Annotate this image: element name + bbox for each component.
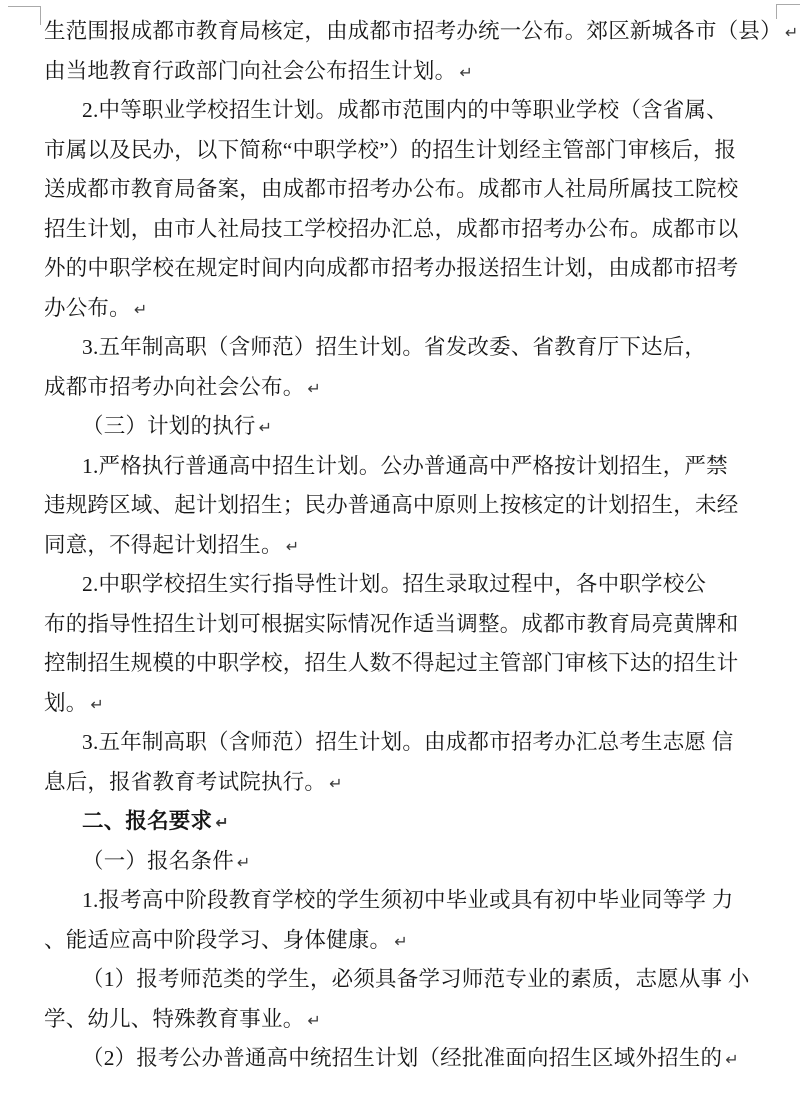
text-line-content: 布的指导性招生计划可根据实际情况作适当调整。成都市教育局亮黄牌和: [44, 611, 739, 636]
text-line-content: 2.中等职业学校招生计划。成都市范围内的中等职业学校（含省属、: [82, 98, 728, 122]
text-line-content: 划。: [44, 690, 88, 715]
text-line-content: （三）计划的执行: [82, 414, 256, 438]
text-line: [44, 328, 760, 368]
text-line: [44, 1000, 760, 1040]
text-line: [44, 960, 760, 1000]
text-line-content: 办公布。: [44, 295, 131, 320]
text-line-content: 3.五年制高职（含师范）招生计划。由成都市招考办汇总考生志愿 信: [82, 730, 734, 754]
text-line: [44, 289, 760, 329]
paragraph-mark-icon: ↵: [784, 23, 799, 42]
paragraph-mark-icon: ↵: [215, 813, 229, 832]
text-line-content: 送成都市教育局备案，由成都市招考办公布。成都市人社局所属技工院校: [44, 177, 739, 201]
paragraph-mark-icon: ↵: [133, 299, 148, 319]
text-line: [44, 1039, 760, 1079]
text-line-content: 外的中职学校在规定时间内向成都市招考办报送招生计划，由成都市招考: [44, 256, 739, 280]
text-line-content: （一）报名条件: [82, 848, 234, 873]
text-line: [44, 447, 760, 487]
text-line: [44, 91, 760, 131]
text-line-content: 息后，报省教育考试院执行。: [44, 769, 327, 794]
text-line: [44, 249, 760, 289]
text-line-content: 3.五年制高职（含师范）招生计划。省发改委、省教育厅下达后，: [82, 335, 707, 359]
text-line: [44, 605, 760, 645]
text-line: [44, 12, 799, 52]
text-line-content: 招生计划，由市人社局技工学校招办汇总，成都市招考办公布。成都市以: [44, 216, 739, 241]
paragraph-mark-icon: ↵: [307, 378, 322, 398]
text-line-content: 违规跨区域、起计划招生；民办普通高中原则上按核定的计划招生，未经: [44, 493, 739, 517]
text-line: [44, 644, 760, 684]
text-line: [44, 802, 760, 842]
text-boundary-mark-top-left-icon: [8, 6, 41, 25]
text-line-content: 由当地教育行政部门向社会公布招生计划。: [44, 58, 457, 83]
text-line: [44, 131, 760, 171]
text-boundary-mark-top-right-icon: [776, 4, 800, 19]
paragraph-mark-icon: ↵: [285, 536, 300, 556]
text-line-content: 学、幼儿、特殊教育事业。: [44, 1006, 305, 1031]
text-line: [44, 763, 760, 803]
paragraph-mark-icon: ↵: [459, 62, 473, 82]
text-line: [44, 565, 760, 605]
text-line: [44, 526, 760, 566]
paragraph-mark-icon: ↵: [394, 931, 408, 951]
text-line-content: 控制招生规模的中职学校，招生人数不得起过主管部门审核下达的招生计: [44, 651, 739, 675]
paragraph-mark-icon: ↵: [90, 694, 105, 714]
text-line-content: （2）报考公办普通高中统招生计划（经批准面向招生区域外招生的: [82, 1046, 723, 1070]
text-line-content: 1.报考高中阶段教育学校的学生须初中毕业或具有初中毕业同等学 力: [82, 888, 734, 912]
paragraph-mark-icon: ↵: [725, 1050, 739, 1069]
text-line-content: 生范围报成都市教育局核定，由成都市招考办统一公布。郊区新城各市（县）: [44, 19, 782, 43]
paragraph-mark-icon: ↵: [307, 1010, 322, 1030]
text-line-content: 二、报名要求: [82, 809, 213, 833]
paragraph-mark-icon: ↵: [236, 852, 251, 872]
text-line-content: 1.严格执行普通高中招生计划。公办普通高中严格按计划招生，严禁: [82, 453, 728, 478]
text-line: [44, 52, 760, 92]
document-text-body: [44, 12, 799, 1079]
text-line-content: 、能适应高中阶段学习、身体健康。: [44, 927, 392, 952]
text-line: [44, 170, 760, 210]
text-line-content: 同意，不得起计划招生。: [44, 532, 283, 557]
text-line-content: 市属以及民办，以下简称“中职学校”）的招生计划经主管部门审核后，报: [44, 137, 737, 162]
text-line: [44, 368, 760, 408]
paragraph-mark-icon: ↵: [329, 773, 343, 793]
text-line-content: 2.中职学校招生实行指导性计划。招生录取过程中，各中职学校公: [82, 572, 707, 596]
text-line: [44, 921, 760, 961]
text-line: [44, 486, 760, 526]
text-line: [44, 842, 760, 882]
text-line: [44, 881, 760, 921]
text-line: [44, 723, 760, 763]
text-line-content: 成都市招考办向社会公布。: [44, 374, 305, 399]
paragraph-mark-icon: ↵: [258, 418, 273, 437]
text-line: [44, 210, 760, 250]
text-line-content: （1）报考师范类的学生，必须具备学习师范专业的素质，志愿从事 小: [82, 967, 750, 991]
text-line: [44, 684, 760, 724]
text-line: [44, 407, 760, 447]
